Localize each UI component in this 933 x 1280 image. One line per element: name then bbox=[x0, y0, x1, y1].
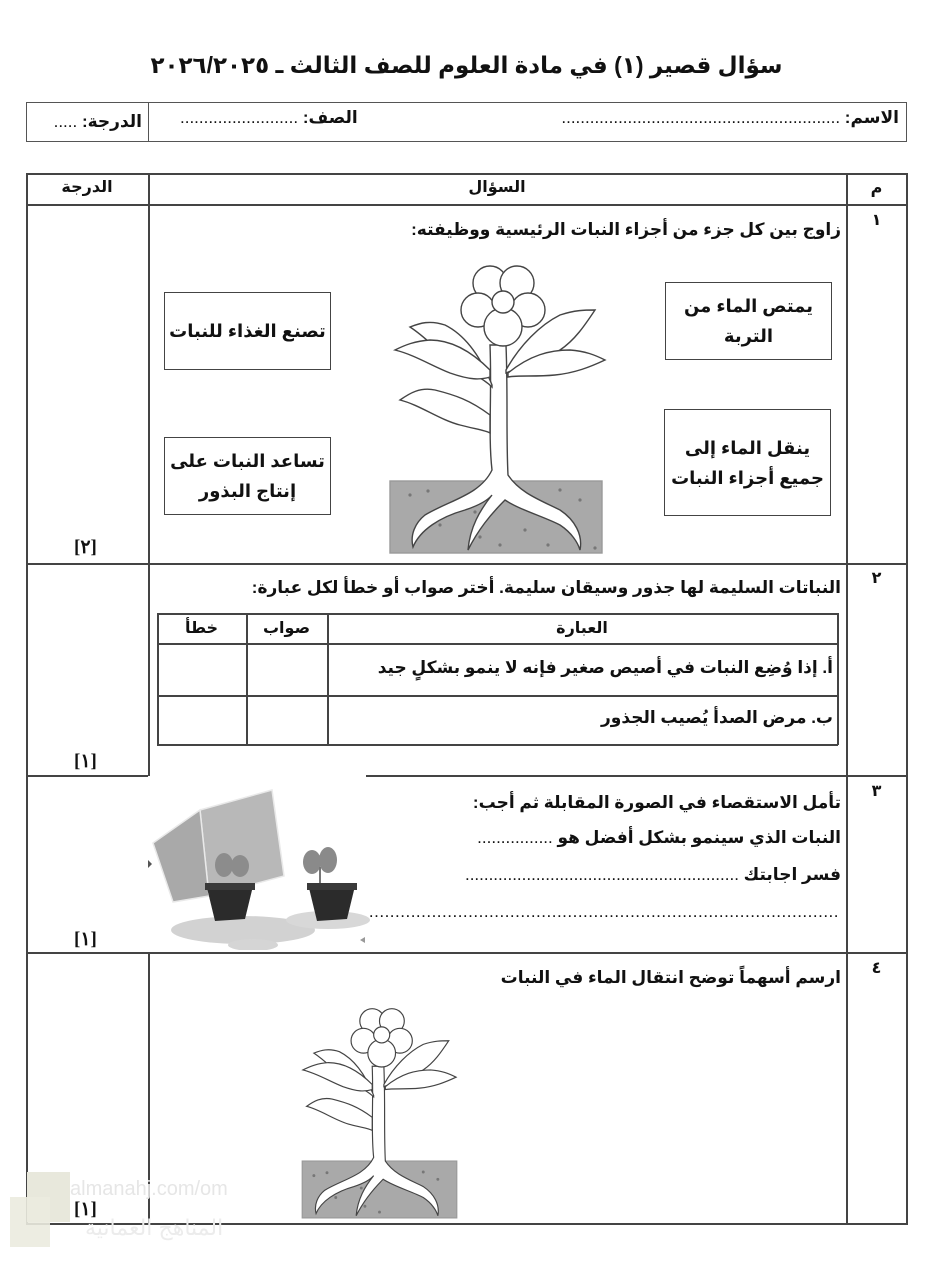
subtable-header-true: صواب bbox=[262, 620, 311, 637]
match-box-seeds[interactable]: تساعد النبات على إنتاج البذور bbox=[164, 437, 331, 515]
name-label: الاسم: bbox=[844, 108, 899, 127]
question-1-number: ١ bbox=[871, 212, 882, 229]
plant-diagram bbox=[380, 255, 620, 555]
header-grade: الدرجة bbox=[61, 179, 113, 196]
question-3-number: ٣ bbox=[871, 783, 882, 800]
subtable-header-statement: العبارة bbox=[556, 620, 608, 637]
match-box-absorb-water[interactable]: يمتص الماء من التربة bbox=[665, 282, 832, 360]
plant-drawing-2 bbox=[302, 1009, 457, 1218]
grade-label: الدرجة: bbox=[81, 112, 142, 131]
class-dots: ......................... bbox=[180, 108, 299, 127]
match-box-transport-water[interactable]: ينقل الماء إلى جميع أجزاء النبات bbox=[664, 409, 831, 516]
question-4-number: ٤ bbox=[871, 960, 882, 977]
question-3-line3-dots: .......................................................... bbox=[464, 865, 739, 884]
question-3-line3-label: فسر اجابتك bbox=[743, 865, 841, 884]
header-number: م bbox=[870, 180, 883, 197]
statement-b: ب. مرض الصدأ يُصيب الجذور bbox=[601, 708, 833, 727]
watermark-name: المناهج العمانية bbox=[85, 1215, 224, 1240]
question-2-number: ٢ bbox=[871, 570, 882, 587]
question-1-text: زاوج بين كل جزء من أجزاء النبات الرئيسية ووظيفته: bbox=[411, 220, 841, 239]
name-dots: ........................................................... bbox=[561, 108, 841, 127]
investigation-image bbox=[148, 780, 373, 950]
statement-a-true-cell[interactable] bbox=[247, 644, 327, 695]
plant-drawing bbox=[390, 266, 605, 553]
question-3-mark: [١] bbox=[74, 929, 97, 950]
grade-dots: ..... bbox=[53, 112, 78, 131]
class-label: الصف: bbox=[302, 108, 358, 127]
statement-b-false-cell[interactable] bbox=[158, 696, 246, 744]
question-4-text: ارسم أسهماً توضح انتقال الماء في النبات bbox=[500, 968, 841, 987]
match-box-make-food[interactable]: تصنع الغذاء للنبات bbox=[164, 292, 331, 370]
question-2-mark: [١] bbox=[74, 751, 97, 772]
page-title: سؤال قصير (١) في مادة العلوم للصف الثالث ـ ٢٠٢٦/٢٠٢٥ bbox=[150, 52, 783, 78]
name-field[interactable] bbox=[561, 108, 899, 128]
question-1-mark: [٢] bbox=[74, 537, 97, 558]
question-2-text: النباتات السليمة لها جذور وسيقان سليمة. أختر صواب أو خطأ لكل عبارة: bbox=[251, 578, 841, 597]
grade-field[interactable] bbox=[34, 112, 142, 132]
question-4-mark: [١] bbox=[74, 1199, 97, 1220]
statement-a-false-cell[interactable] bbox=[158, 644, 246, 695]
class-field[interactable] bbox=[180, 108, 358, 128]
subtable-header-false: خطأ bbox=[184, 620, 219, 637]
watermark-url: almanahj.com/om bbox=[70, 1178, 228, 1200]
statement-a: أ. إذا وُضِع النبات في أصيص صغير فإنه لا ينمو بشكلٍ جيد bbox=[377, 658, 833, 677]
plant-drawing-area[interactable] bbox=[292, 1000, 467, 1220]
box-shape bbox=[200, 790, 284, 896]
question-3-line2-dots: ................ bbox=[477, 828, 553, 847]
question-3-line2[interactable] bbox=[477, 828, 841, 848]
question-3-line1: تأمل الاستقصاء في الصورة المقابلة ثم أجب: bbox=[472, 793, 841, 812]
investigation-drawing bbox=[148, 790, 370, 950]
header-question: السؤال bbox=[468, 179, 526, 196]
watermark-logo-square-2 bbox=[10, 1197, 50, 1247]
statement-b-true-cell[interactable] bbox=[247, 696, 327, 744]
question-3-line3[interactable] bbox=[465, 865, 841, 885]
question-3-line2-label: النبات الذي سينمو بشكل أفضل هو bbox=[557, 828, 841, 847]
question-3-line4-dots[interactable]: .......................................................................................... bbox=[368, 902, 839, 921]
